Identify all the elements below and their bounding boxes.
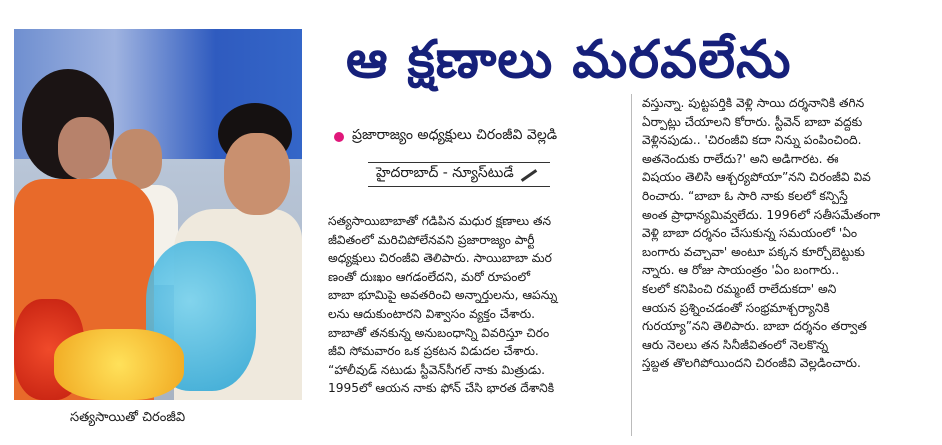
paragraph-line: రించారు. “బాబా ఓ సారి నాకు కలలో కన్పిస్తే <box>642 188 848 203</box>
paragraph-line: ఆరు నెలలు తన సినీజీవితంలో నెలకొన్న <box>642 337 829 352</box>
article-column-1 <box>328 212 618 398</box>
column-divider <box>631 94 632 436</box>
paragraph-line: బంగారు వచ్చావా' అంటూ పక్కన కూర్చోబెట్టుకు <box>642 244 865 259</box>
paragraph-line: లను ఆదుకుంటారని విశ్వాసం వ్యక్తం చేశారు. <box>328 306 536 321</box>
paragraph-line: ఏర్పాట్లు చేయాలని కోరారు. స్టీవెన్ బాబా వద్దకు <box>642 114 863 129</box>
paragraph-line: కలలో కనిపించి రమ్మంటే రాలేదుకదా' అని <box>642 281 837 296</box>
paragraph-line: గురయ్యా”నని తెలిపారు. బాబా దర్శనం తర్వాత <box>642 319 867 334</box>
paragraph-line: ణంతో దుఃఖం ఆగడంలేదని, మరో రూపంలో <box>328 269 531 284</box>
photo-yellow-flowers <box>54 329 184 400</box>
paragraph-line: అధ్యక్షులు చిరంజీవి తెలిపారు. సాయిబాబా మర <box>328 251 552 266</box>
paragraph-line: విషయం తెలిసి ఆశ్చర్యపోయా”నని చిరంజీవి వివ <box>642 170 871 185</box>
paragraph-line: “హాలీవుడ్ నటుడు స్టీవెన్‌సీగల్ నాకు మిత్రుడు. <box>328 362 546 377</box>
dateline-text: హైదరాబాద్ - న్యూస్‌టుడే <box>376 165 514 181</box>
paragraph-line: వస్తున్నా. పుట్టపర్తికి వెళ్లి సాయి దర్శనానికి తగిన <box>642 96 865 110</box>
subheadline <box>334 127 557 146</box>
photo-chiranjeevi-face <box>224 133 290 215</box>
paragraph-line: జీవి సోమవారం ఒక ప్రకటన విడుదల చేశారు. <box>328 344 539 359</box>
photo-caption: సత్యసాయితో చిరంజీవి <box>70 410 186 425</box>
paragraph-line: 1995లో ఆయన నాకు ఫోన్ చేసి భారత దేశానికి <box>328 381 555 396</box>
paragraph-line: స్తబ్దత తొలగిపోయిందని చిరంజీవి వెల్లడించారు. <box>642 356 861 371</box>
paragraph-line: బాబాతో తనకున్న అనుబంధాన్ని వివరిస్తూ చిరం <box>328 325 550 340</box>
subheadline-text: ప్రజారాజ్యం అధ్యక్షులు చిరంజీవి వెల్లడి <box>352 127 558 143</box>
article-column-2 <box>642 94 934 373</box>
photo-sai-baba-face <box>58 117 110 179</box>
paragraph-line: బాబా భూమిపై అవతరించి అన్నార్తులను, ఆపన్ను <box>328 288 558 303</box>
paragraph-line: అతనెందుకు రాలేదు?' అని అడిగారట. ఈ <box>642 151 839 166</box>
paragraph-line: అంత ప్రాధాన్యమివ్వలేదు. 1996లో సతీసమేతంగా <box>642 207 881 222</box>
paragraph-line: వెళ్లి బాబా దర్శనం చేసుకున్న సమయంలో 'ఏం <box>642 226 858 241</box>
paragraph-line: జీవితంలో మరిచిపోలేనవని ప్రజారాజ్యం పార్టీ <box>328 232 535 247</box>
paragraph-line: సత్యసాయిబాబాతో గడిపిన మధుర క్షణాలు తన <box>328 214 552 228</box>
paragraph-line: ఆయన ప్రశ్నించడంతో సంభ్రమాశ్చర్యానికి <box>642 300 830 315</box>
pen-icon <box>520 168 542 182</box>
paragraph-line: న్నారు. ఆ రోజు సాయంత్రం 'ఏం బంగారు.. <box>642 263 840 278</box>
news-photo <box>14 29 302 400</box>
dateline <box>368 162 550 187</box>
paragraph-line: వెళ్లినపుడు.. 'చిరంజీవి కదా నిన్ను పంపించింది. <box>642 133 862 148</box>
bullet-icon <box>334 132 344 142</box>
headline: ఆ క్షణాలు మరవలేను <box>346 30 792 90</box>
